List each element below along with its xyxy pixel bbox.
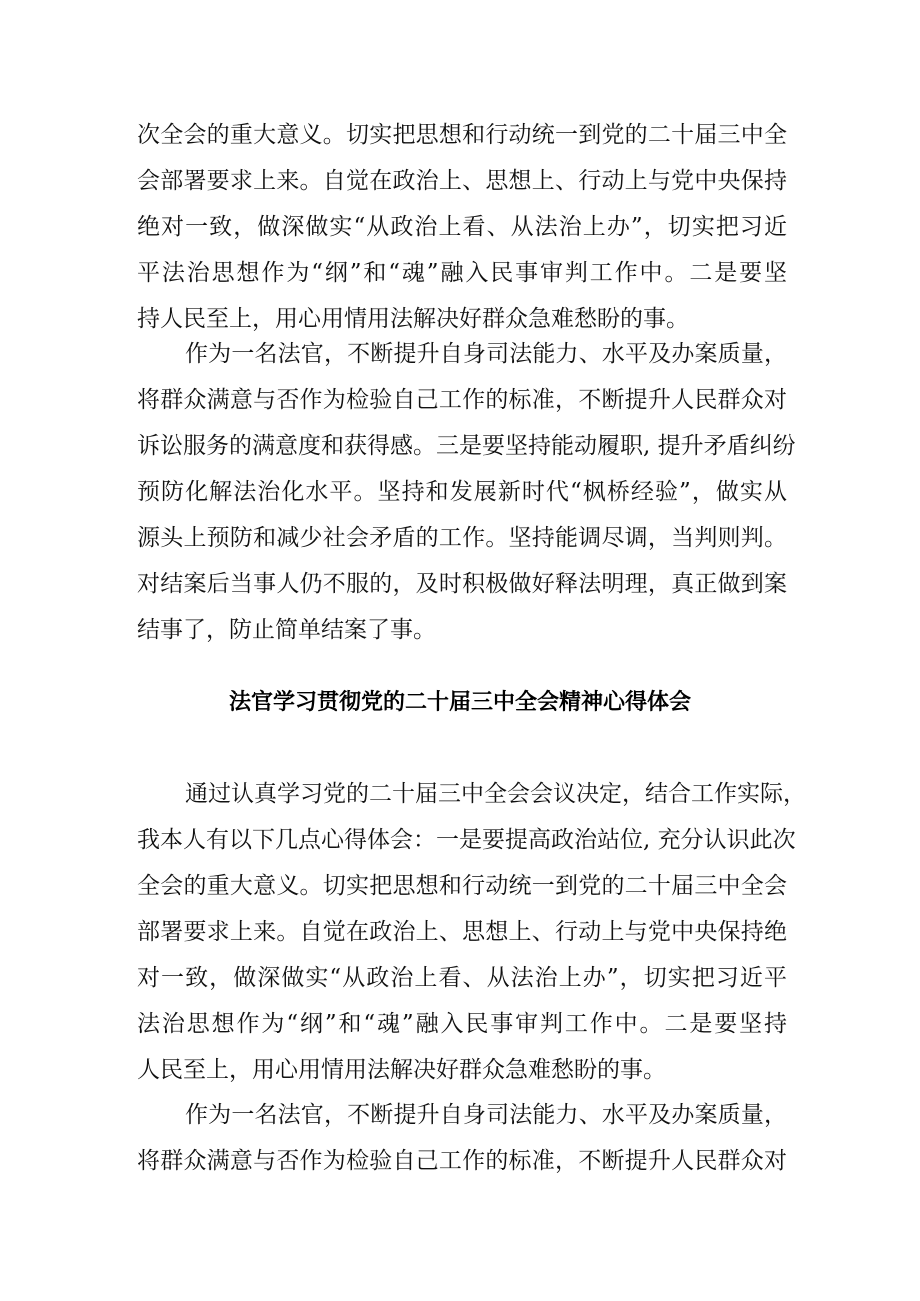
text-line: 人民至上，用心用情用法解决好群众急难愁盼的事。	[137, 1057, 666, 1083]
text-line: 源头上预防和减少社会矛盾的工作。坚持能调尽调，当判则判。	[137, 525, 787, 551]
text-line: 作为一名法官，不断提升自身司法能力、水平及办案质量，	[185, 1102, 787, 1128]
text-line: 预防化解法治化水平。坚持和发展新时代“枫桥经验”，做实从	[137, 479, 787, 505]
text-line: 我本人有以下几点心得体会：一是要提高政治站位, 充分认识此次	[137, 827, 796, 853]
text-line: 部署要求上来。自觉在政治上、思想上、行动上与党中央保持绝	[137, 919, 787, 945]
text-line: 平法治思想作为“纲”和“魂”融入民事审判工作中。二是要坚	[137, 260, 787, 286]
text-line: 对结案后当事人仍不服的，及时积极做好释法明理，真正做到案	[137, 571, 787, 597]
text-line: 诉讼服务的满意度和获得感。三是要坚持能动履职, 提升矛盾纠纷	[137, 433, 796, 459]
text-line: 对一致，做深做实“从政治上看、从法治上办”，切实把习近平	[137, 965, 787, 991]
text-line: 持人民至上，用心用情用法解决好群众急难愁盼的事。	[137, 306, 689, 332]
text-line: 绝对一致，做深做实“从政治上看、从法治上办”，切实把习近	[137, 214, 787, 240]
text-line: 法治思想作为“纲”和“魂”融入民事审判工作中。二是要坚持	[137, 1011, 787, 1037]
text-line: 次全会的重大意义。切实把思想和行动统一到党的二十届三中全	[137, 122, 787, 148]
text-line: 全会的重大意义。切实把思想和行动统一到党的二十届三中全会	[137, 873, 787, 899]
text-line: 通过认真学习党的二十届三中全会会议决定，结合工作实际，	[185, 781, 806, 807]
text-line: 将群众满意与否作为检验自己工作的标准，不断提升人民群众对	[137, 1148, 787, 1174]
text-line: 会部署要求上来。自觉在政治上、思想上、行动上与党中央保持	[137, 168, 787, 194]
article-title: 法官学习贯彻党的二十届三中全会精神心得体会	[228, 690, 691, 715]
text-line: 结事了，防止简单结案了事。	[137, 617, 436, 643]
text-line: 将群众满意与否作为检验自己工作的标准，不断提升人民群众对	[137, 387, 787, 413]
text-line: 作为一名法官，不断提升自身司法能力、水平及办案质量，	[185, 341, 787, 367]
